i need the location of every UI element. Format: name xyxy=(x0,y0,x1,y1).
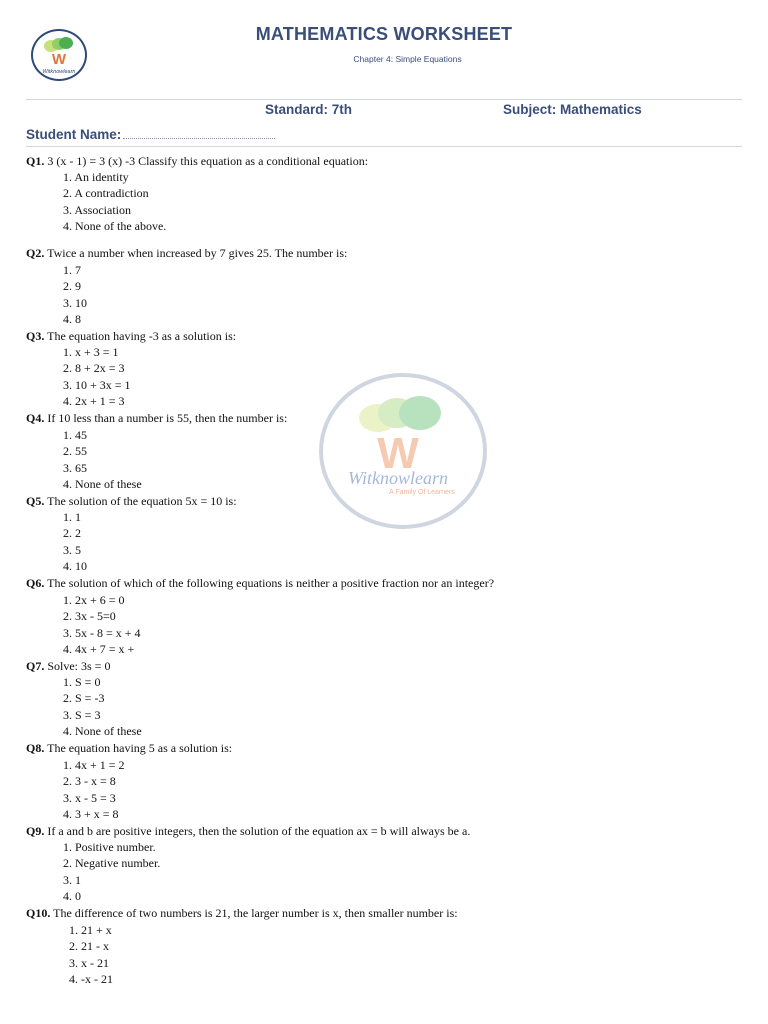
question-text: The equation having -3 as a solution is: xyxy=(47,329,237,343)
student-name-blank[interactable] xyxy=(123,126,275,139)
option: 1. 45 xyxy=(63,428,87,442)
options-5 xyxy=(63,509,87,575)
option: 1. Positive number. xyxy=(63,840,156,854)
standard-label: Standard: 7th xyxy=(265,102,353,117)
option: 3. x - 21 xyxy=(69,955,109,970)
student-divider xyxy=(26,146,742,147)
student-name-label: Student Name: xyxy=(26,127,122,142)
option: 3. 10 xyxy=(63,295,87,310)
options-6 xyxy=(63,592,141,658)
options-2 xyxy=(63,262,87,328)
question-number: Q8. xyxy=(26,741,45,755)
option: 1. 7 xyxy=(63,263,81,277)
question-9 xyxy=(26,823,470,839)
option: 2. 9 xyxy=(63,279,81,294)
question-text: The equation having 5 as a solution is: xyxy=(47,741,233,755)
question-4 xyxy=(26,410,287,426)
question-5 xyxy=(26,493,237,509)
option: 2. 3 - x = 8 xyxy=(63,774,116,789)
options-8 xyxy=(63,757,125,823)
question-number: Q1. xyxy=(26,154,45,168)
option: 4. 10 xyxy=(63,559,87,574)
option: 3. S = 3 xyxy=(63,707,101,722)
question-text: The solution of the equation 5x = 10 is: xyxy=(47,494,237,508)
svg-text:W: W xyxy=(377,429,419,478)
question-text: Twice a number when increased by 7 gives 25. The number is: xyxy=(47,246,348,260)
watermark-tagline: A Family Of Learners xyxy=(389,489,455,496)
question-7 xyxy=(26,658,110,674)
option: 2. 55 xyxy=(63,444,87,459)
question-text: The solution of which of the following equations is neither a positive fraction nor an integer? xyxy=(47,576,495,590)
option: 2. 8 + 2x = 3 xyxy=(63,361,125,376)
option: 1. An identity xyxy=(63,170,129,184)
question-number: Q4. xyxy=(26,411,45,425)
options-7 xyxy=(63,674,142,740)
option: 4. -x - 21 xyxy=(69,972,113,987)
option: 3. 10 + 3x = 1 xyxy=(63,377,131,392)
option: 1. 2x + 6 = 0 xyxy=(63,593,125,607)
question-number: Q5. xyxy=(26,494,45,508)
question-text: If a and b are positive integers, then the solution of the equation ax = b will always be a. xyxy=(47,824,471,838)
question-1 xyxy=(26,153,368,169)
option: 2. A contradiction xyxy=(63,186,149,201)
option: 4. 3 + x = 8 xyxy=(63,807,119,822)
question-text: The difference of two numbers is 21, the larger number is x, then smaller number is: xyxy=(53,906,458,920)
option: 4. None of these xyxy=(63,477,142,492)
options-10 xyxy=(69,922,113,988)
option: 2. S = -3 xyxy=(63,691,105,706)
question-6 xyxy=(26,575,494,591)
subject-label: Subject: Mathematics xyxy=(503,102,642,117)
question-number: Q7. xyxy=(26,659,45,673)
option: 3. 65 xyxy=(63,460,87,475)
option: 4. None of the above. xyxy=(63,219,167,234)
option: 3. 1 xyxy=(63,872,81,887)
question-10 xyxy=(26,905,458,921)
question-number: Q2. xyxy=(26,246,45,260)
question-number: Q6. xyxy=(26,576,45,590)
watermark-logo xyxy=(318,373,488,530)
option: 4. 4x + 7 = x + xyxy=(63,642,135,657)
worksheet-title: MATHEMATICS WORKSHEET xyxy=(255,24,513,44)
options-9 xyxy=(63,839,160,905)
header-divider xyxy=(26,99,742,100)
option: 1. x + 3 = 1 xyxy=(63,345,119,359)
option: 3. x - 5 = 3 xyxy=(63,790,116,805)
question-8 xyxy=(26,740,232,756)
question-text: If 10 less than a number is 55, then the number is: xyxy=(47,411,288,425)
option: 4. 2x + 1 = 3 xyxy=(63,394,125,409)
option: 1. 21 + x xyxy=(69,923,112,937)
question-text: Solve: 3s = 0 xyxy=(47,659,111,673)
option: 3. Association xyxy=(63,202,131,217)
question-number: Q9. xyxy=(26,824,45,838)
option: 4. 0 xyxy=(63,889,81,904)
option: 4. 8 xyxy=(63,312,81,327)
question-2 xyxy=(26,245,347,261)
watermark-brand: Witknowlearn xyxy=(348,468,448,488)
question-text: 3 (x - 1) = 3 (x) -3 Classify this equation as a conditional equation: xyxy=(47,154,369,168)
option: 1. S = 0 xyxy=(63,675,101,689)
option: 1. 1 xyxy=(63,510,81,524)
option: 3. 5x - 8 = x + 4 xyxy=(63,625,141,640)
option: 2. 21 - x xyxy=(69,939,109,954)
question-number: Q10. xyxy=(26,906,51,920)
option: 1. 4x + 1 = 2 xyxy=(63,758,125,772)
option: 2. 2 xyxy=(63,526,81,541)
chapter-subtitle: Chapter 4: Simple Equations xyxy=(353,54,462,64)
options-3 xyxy=(63,344,131,410)
option: 4. None of these xyxy=(63,724,142,739)
student-name-row xyxy=(26,126,275,142)
options-4 xyxy=(63,427,142,493)
svg-text:W: W xyxy=(51,51,67,68)
logo-text: Witknowlearn xyxy=(42,69,76,75)
question-3 xyxy=(26,328,236,344)
option: 2. 3x - 5=0 xyxy=(63,609,116,624)
option: 3. 5 xyxy=(63,542,81,557)
option: 2. Negative number. xyxy=(63,856,161,871)
question-number: Q3. xyxy=(26,329,45,343)
options-1 xyxy=(63,169,166,235)
